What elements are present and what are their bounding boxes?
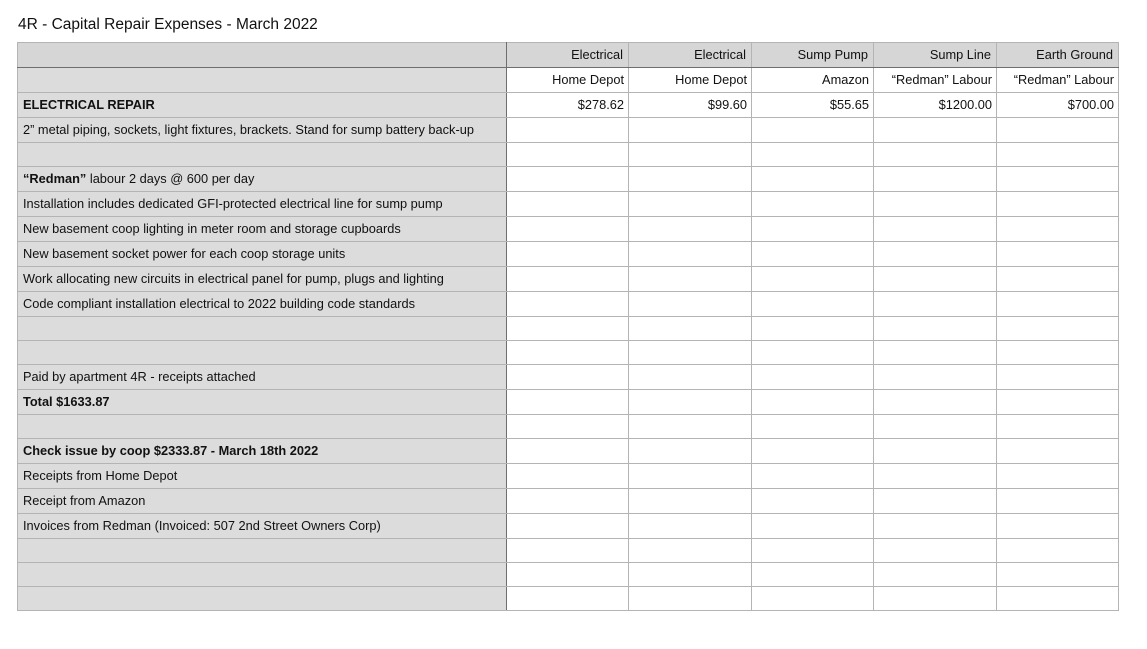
empty-cell[interactable] (997, 365, 1119, 390)
table-row (18, 489, 1119, 514)
row-label-cell[interactable] (18, 415, 507, 439)
empty-cell[interactable] (874, 167, 997, 192)
empty-cell[interactable] (874, 539, 997, 563)
empty-cell[interactable] (874, 118, 997, 143)
code-compliant-cell[interactable]: Code compliant installation electrical to 2022 building code standards (18, 292, 507, 317)
receipts-home-depot-cell[interactable]: Receipts from Home Depot (18, 464, 507, 489)
empty-cell[interactable] (507, 563, 629, 587)
empty-cell[interactable] (752, 587, 874, 611)
table-row (18, 341, 1119, 365)
empty-cell[interactable] (752, 317, 874, 341)
empty-cell[interactable] (752, 365, 874, 390)
labour-detail: labour 2 days @ 600 per day (86, 171, 255, 186)
vendor-cell[interactable]: “Redman” Labour (997, 68, 1119, 93)
empty-cell[interactable] (629, 514, 752, 539)
header-category-cell[interactable]: Earth Ground (997, 43, 1119, 68)
empty-cell[interactable] (997, 464, 1119, 489)
empty-cell[interactable] (997, 292, 1119, 317)
empty-cell[interactable] (997, 341, 1119, 365)
labour-cell[interactable] (18, 167, 507, 192)
empty-cell[interactable] (997, 242, 1119, 267)
empty-cell[interactable] (997, 415, 1119, 439)
table-row (18, 217, 1119, 242)
table-row (18, 317, 1119, 341)
empty-cell[interactable] (997, 563, 1119, 587)
amount-row (18, 93, 1119, 118)
row-label-cell[interactable] (18, 317, 507, 341)
invoices-redman-cell[interactable]: Invoices from Redman (Invoiced: 507 2nd Street Owners Corp) (18, 514, 507, 539)
vendor-cell[interactable]: Home Depot (629, 68, 752, 93)
empty-cell[interactable] (629, 341, 752, 365)
table-row (18, 390, 1119, 415)
empty-cell[interactable] (629, 292, 752, 317)
empty-cell[interactable] (507, 267, 629, 292)
table-row (18, 539, 1119, 563)
empty-cell[interactable] (874, 317, 997, 341)
empty-cell[interactable] (507, 390, 629, 415)
total-cell[interactable]: Total $1633.87 (18, 390, 507, 415)
table-row (18, 439, 1119, 464)
table-row (18, 118, 1119, 143)
circuits-cell[interactable]: Work allocating new circuits in electrical panel for pump, plugs and lighting (18, 267, 507, 292)
empty-cell[interactable] (507, 514, 629, 539)
section-heading-cell[interactable]: ELECTRICAL REPAIR (18, 93, 507, 118)
amount-cell[interactable]: $99.60 (629, 93, 752, 118)
empty-cell[interactable] (997, 587, 1119, 611)
amount-cell[interactable]: $55.65 (752, 93, 874, 118)
empty-cell[interactable] (752, 341, 874, 365)
empty-cell[interactable] (629, 539, 752, 563)
empty-cell[interactable] (997, 390, 1119, 415)
empty-cell[interactable] (752, 143, 874, 167)
empty-cell[interactable] (874, 267, 997, 292)
empty-cell[interactable] (874, 341, 997, 365)
amount-cell[interactable]: $700.00 (997, 93, 1119, 118)
empty-cell[interactable] (997, 489, 1119, 514)
amount-cell[interactable]: $278.62 (507, 93, 629, 118)
labour-name: “Redman” (23, 171, 87, 186)
row-label-cell[interactable] (18, 341, 507, 365)
empty-cell[interactable] (629, 587, 752, 611)
socket-power-cell[interactable]: New basement socket power for each coop storage units (18, 242, 507, 267)
table-row (18, 587, 1119, 611)
empty-cell[interactable] (629, 390, 752, 415)
empty-cell[interactable] (752, 415, 874, 439)
empty-cell[interactable] (507, 292, 629, 317)
empty-cell[interactable] (507, 167, 629, 192)
empty-cell[interactable] (874, 143, 997, 167)
table-row (18, 167, 1119, 192)
empty-cell[interactable] (507, 118, 629, 143)
empty-cell[interactable] (752, 563, 874, 587)
empty-cell[interactable] (507, 587, 629, 611)
empty-cell[interactable] (874, 292, 997, 317)
amount-cell[interactable]: $1200.00 (874, 93, 997, 118)
header-label-cell[interactable] (18, 43, 507, 68)
paid-by-cell[interactable]: Paid by apartment 4R - receipts attached (18, 365, 507, 390)
empty-cell[interactable] (874, 192, 997, 217)
header-category-cell[interactable]: Electrical (507, 43, 629, 68)
empty-cell[interactable] (629, 143, 752, 167)
header-row (18, 43, 1119, 68)
table-row (18, 365, 1119, 390)
expenses-table (17, 42, 1119, 611)
empty-cell[interactable] (874, 242, 997, 267)
empty-cell[interactable] (752, 292, 874, 317)
empty-cell[interactable] (874, 563, 997, 587)
empty-cell[interactable] (507, 341, 629, 365)
empty-cell[interactable] (629, 217, 752, 242)
empty-cell[interactable] (629, 563, 752, 587)
empty-cell[interactable] (629, 415, 752, 439)
empty-cell[interactable] (752, 390, 874, 415)
empty-cell[interactable] (507, 365, 629, 390)
table-row (18, 143, 1119, 167)
table-row (18, 415, 1119, 439)
empty-cell[interactable] (507, 464, 629, 489)
empty-cell[interactable] (507, 192, 629, 217)
empty-cell[interactable] (997, 192, 1119, 217)
empty-cell[interactable] (629, 118, 752, 143)
empty-cell[interactable] (629, 439, 752, 464)
empty-cell[interactable] (997, 143, 1119, 167)
empty-cell[interactable] (874, 587, 997, 611)
empty-cell[interactable] (997, 439, 1119, 464)
row-label-cell[interactable] (18, 143, 507, 167)
empty-cell[interactable] (874, 365, 997, 390)
empty-cell[interactable] (874, 217, 997, 242)
empty-cell[interactable] (752, 267, 874, 292)
empty-cell[interactable] (874, 415, 997, 439)
table-row (18, 464, 1119, 489)
empty-cell[interactable] (874, 464, 997, 489)
empty-cell[interactable] (507, 317, 629, 341)
empty-cell[interactable] (997, 539, 1119, 563)
empty-cell[interactable] (507, 439, 629, 464)
empty-cell[interactable] (752, 439, 874, 464)
empty-cell[interactable] (629, 242, 752, 267)
empty-cell[interactable] (874, 439, 997, 464)
empty-cell[interactable] (752, 242, 874, 267)
row-label-cell[interactable] (18, 539, 507, 563)
empty-cell[interactable] (874, 390, 997, 415)
empty-cell[interactable] (752, 192, 874, 217)
header-category-cell[interactable]: Sump Pump (752, 43, 874, 68)
empty-cell[interactable] (629, 167, 752, 192)
empty-cell[interactable] (507, 217, 629, 242)
empty-cell[interactable] (997, 167, 1119, 192)
empty-cell[interactable] (752, 539, 874, 563)
install-gfi-cell[interactable]: Installation includes dedicated GFI-protected electrical line for sump pump (18, 192, 507, 217)
vendor-cell[interactable]: “Redman” Labour (874, 68, 997, 93)
header-category-cell[interactable]: Sump Line (874, 43, 997, 68)
empty-cell[interactable] (507, 143, 629, 167)
header-category-cell[interactable]: Electrical (629, 43, 752, 68)
empty-cell[interactable] (752, 514, 874, 539)
empty-cell[interactable] (752, 217, 874, 242)
empty-cell[interactable] (507, 415, 629, 439)
empty-cell[interactable] (752, 118, 874, 143)
empty-cell[interactable] (629, 267, 752, 292)
empty-cell[interactable] (629, 464, 752, 489)
empty-cell[interactable] (752, 167, 874, 192)
empty-cell[interactable] (629, 365, 752, 390)
row-label-cell[interactable] (18, 68, 507, 93)
empty-cell[interactable] (752, 489, 874, 514)
empty-cell[interactable] (507, 242, 629, 267)
empty-cell[interactable] (629, 317, 752, 341)
row-label-cell[interactable] (18, 563, 507, 587)
empty-cell[interactable] (997, 317, 1119, 341)
empty-cell[interactable] (629, 192, 752, 217)
table-row (18, 514, 1119, 539)
row-label-cell[interactable] (18, 587, 507, 611)
empty-cell[interactable] (507, 539, 629, 563)
sheet-title: 4R - Capital Repair Expenses - March 2022 (18, 16, 318, 33)
table-row (18, 242, 1119, 267)
empty-cell[interactable] (997, 118, 1119, 143)
table-row (18, 563, 1119, 587)
empty-cell[interactable] (507, 489, 629, 514)
table-row (18, 192, 1119, 217)
materials-cell[interactable]: 2” metal piping, sockets, light fixtures, brackets. Stand for sump battery back-up (18, 118, 507, 143)
receipt-amazon-cell[interactable]: Receipt from Amazon (18, 489, 507, 514)
coop-lighting-cell[interactable]: New basement coop lighting in meter room and storage cupboards (18, 217, 507, 242)
empty-cell[interactable] (629, 489, 752, 514)
empty-cell[interactable] (874, 514, 997, 539)
empty-cell[interactable] (997, 217, 1119, 242)
empty-cell[interactable] (752, 464, 874, 489)
table-row (18, 292, 1119, 317)
empty-cell[interactable] (997, 267, 1119, 292)
vendor-row (18, 68, 1119, 93)
vendor-cell[interactable]: Home Depot (507, 68, 629, 93)
empty-cell[interactable] (997, 514, 1119, 539)
vendor-cell[interactable]: Amazon (752, 68, 874, 93)
check-issue-cell[interactable]: Check issue by coop $2333.87 - March 18th 2022 (18, 439, 507, 464)
empty-cell[interactable] (874, 489, 997, 514)
table-row (18, 267, 1119, 292)
